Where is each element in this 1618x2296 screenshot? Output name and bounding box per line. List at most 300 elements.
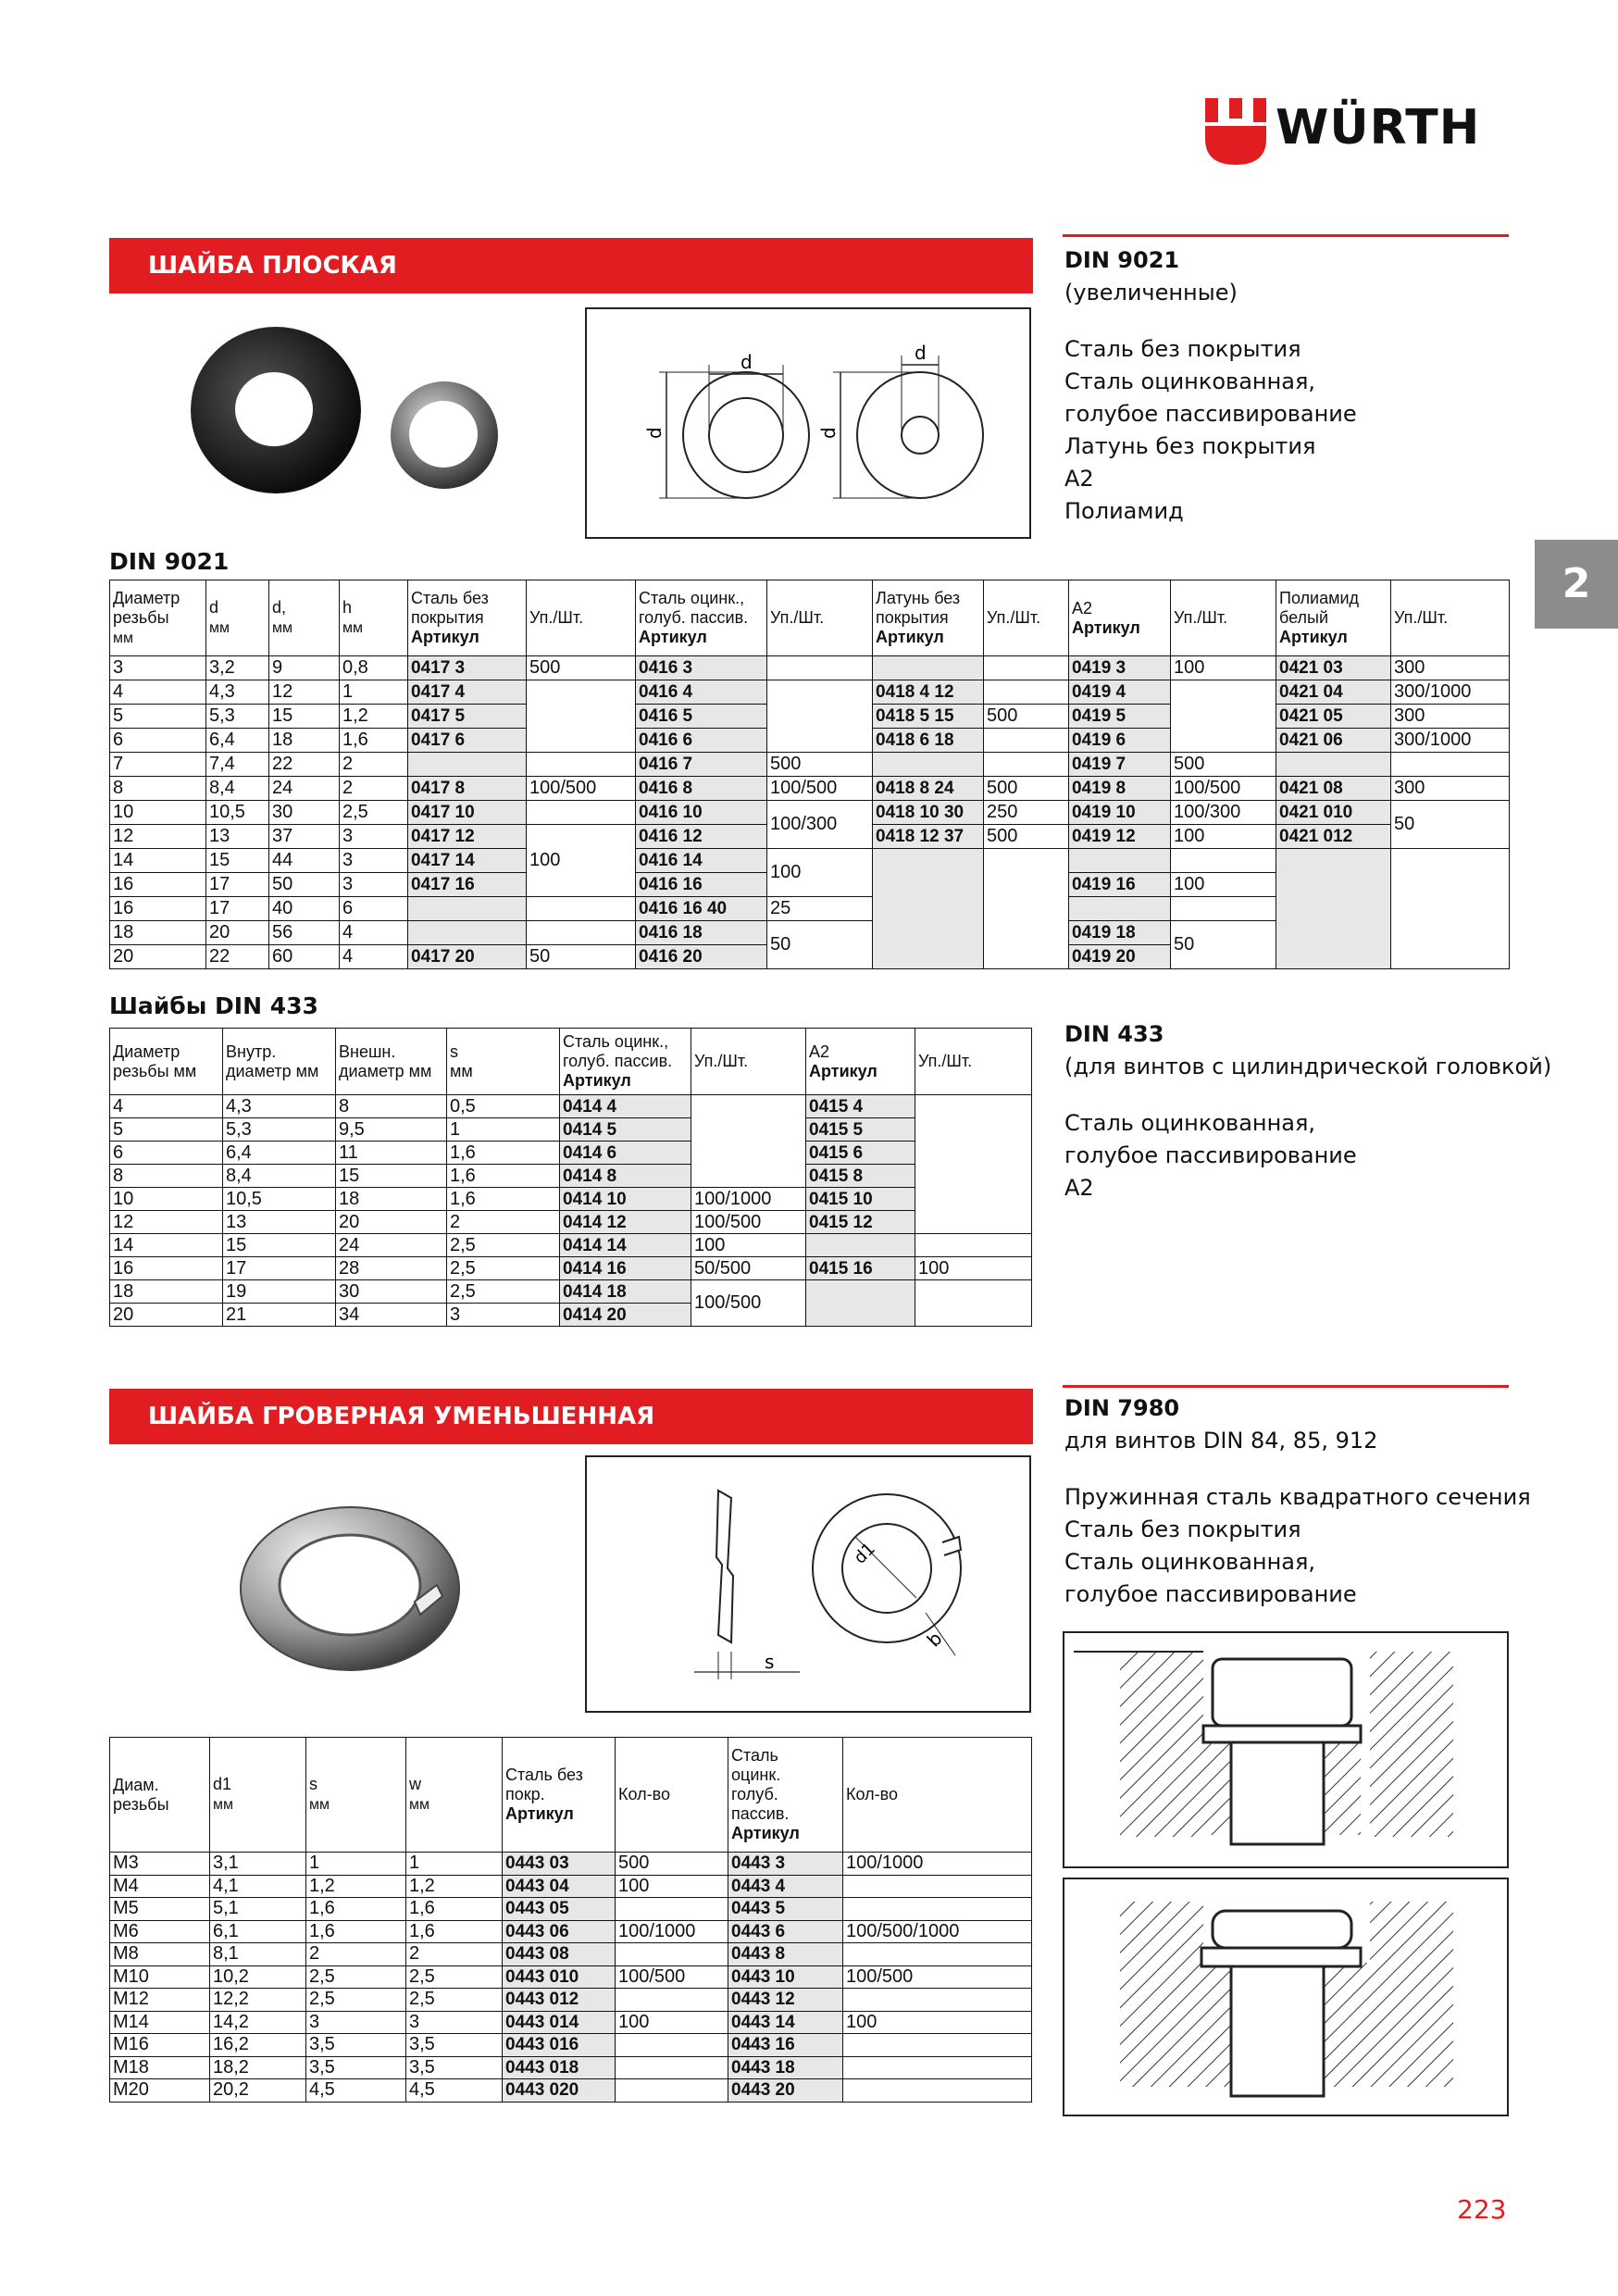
- spring-washer-photo: [233, 1492, 465, 1678]
- table-cell: 25: [767, 897, 873, 921]
- table-cell: 100: [691, 1234, 806, 1257]
- article-cell: 0443 03: [503, 1853, 616, 1876]
- table-cell: [843, 1943, 1032, 1966]
- table-cell: 100: [616, 1875, 728, 1898]
- table-cell: [616, 1989, 728, 2012]
- table-cell: 500: [984, 705, 1069, 729]
- drawing-label-s: s: [765, 1651, 775, 1673]
- col-header-w: w мм: [406, 1738, 503, 1853]
- table-cell: 50: [1171, 921, 1276, 969]
- col-header-polyamide: Полиамид белый Артикул: [1276, 580, 1391, 656]
- table-cell: М4: [110, 1875, 210, 1898]
- table-cell: 4,5: [406, 2079, 503, 2103]
- table-cell: 2: [306, 1943, 406, 1966]
- table-cell: [843, 1875, 1032, 1898]
- material-item: Сталь без покрытия: [1064, 336, 1301, 362]
- table-cell: 3: [406, 2011, 503, 2034]
- article-cell: 0419 6: [1069, 729, 1171, 753]
- col-header-pack: Уп./Шт.: [767, 580, 873, 656]
- table-cell: 14,2: [210, 2011, 306, 2034]
- table-row: [110, 849, 1510, 873]
- din433-table: [109, 1028, 1032, 1327]
- table-cell: 500: [767, 753, 873, 777]
- col-header-qty: Кол-во: [843, 1738, 1032, 1853]
- table-cell: 3: [110, 656, 206, 680]
- flat-washer-drawing: [587, 309, 1029, 537]
- col-header-d: d мм: [206, 580, 269, 656]
- col-header-zinc: Сталь оцинк. голуб. пассив. Артикул: [728, 1738, 843, 1853]
- table-cell: 1,6: [447, 1142, 560, 1165]
- table-cell: 21: [223, 1304, 336, 1327]
- col-header-a2: А2 Артикул: [806, 1029, 915, 1095]
- table-cell: 6: [110, 1142, 223, 1165]
- article-cell: 0416 14: [636, 849, 767, 873]
- table-cell: [915, 1095, 1032, 1234]
- table-cell: 50: [1391, 801, 1510, 849]
- col-header-pack: Уп./Шт.: [915, 1029, 1032, 1095]
- article-cell: 0416 16: [636, 873, 767, 897]
- section1-info: [1064, 244, 1357, 528]
- table-cell: [843, 2056, 1032, 2079]
- table-cell: 22: [269, 753, 340, 777]
- article-cell: 0416 3: [636, 656, 767, 680]
- table-cell: М16: [110, 2034, 210, 2057]
- table-cell: 4: [110, 1095, 223, 1118]
- table-cell: 18: [110, 921, 206, 945]
- article-cell: 0417 6: [408, 729, 527, 753]
- material-item: Сталь без покрытия: [1064, 1516, 1301, 1542]
- table-cell: 300: [1391, 777, 1510, 801]
- material-item: Сталь оцинкованная,: [1064, 1549, 1316, 1575]
- article-cell: 0419 3: [1069, 656, 1171, 680]
- table-cell: 15: [206, 849, 269, 873]
- table-cell: 6: [340, 897, 408, 921]
- table-cell: 100/500/1000: [843, 1920, 1032, 1943]
- table-cell: 20: [336, 1211, 447, 1234]
- table-cell: 14: [110, 849, 206, 873]
- article-cell: 0443 020: [503, 2079, 616, 2103]
- table-cell: 8,1: [210, 1943, 306, 1966]
- table-cell: 300/1000: [1391, 729, 1510, 753]
- table-row: [110, 1943, 1032, 1966]
- table-cell: 3,5: [406, 2056, 503, 2079]
- table-cell: 28: [336, 1257, 447, 1280]
- table-cell: 8: [110, 1165, 223, 1188]
- article-cell: 0417 8: [408, 777, 527, 801]
- table-cell: 3,5: [306, 2056, 406, 2079]
- table-row: [110, 1257, 1032, 1280]
- article-cell: 0443 05: [503, 1898, 616, 1921]
- table-cell: 2,5: [447, 1257, 560, 1280]
- article-cell: 0416 20: [636, 945, 767, 969]
- material-item: А2: [1064, 1175, 1094, 1201]
- drawing-label-b: b: [922, 1627, 947, 1652]
- table-cell: 100/1000: [691, 1188, 806, 1211]
- table-cell: 100: [767, 849, 873, 897]
- table-cell: 4,3: [223, 1095, 336, 1118]
- article-cell: 0417 5: [408, 705, 527, 729]
- table-cell: 5,3: [223, 1118, 336, 1142]
- table-row: [110, 1165, 1032, 1188]
- table-cell: 100/300: [1171, 801, 1276, 825]
- table-row: [110, 1920, 1032, 1943]
- article-cell: 0417 16: [408, 873, 527, 897]
- table-cell: 34: [336, 1304, 447, 1327]
- col-header-d1: d1 мм: [210, 1738, 306, 1853]
- standard-label: DIN 9021: [1064, 247, 1180, 273]
- table-cell: [767, 656, 873, 680]
- table-cell: [1391, 849, 1510, 969]
- chapter-tab: 2: [1535, 540, 1618, 629]
- table-row: [110, 1875, 1032, 1898]
- table-cell: 8: [336, 1095, 447, 1118]
- article-cell: 0443 10: [728, 1965, 843, 1989]
- article-cell: 0417 20: [408, 945, 527, 969]
- table-cell: 100: [1171, 656, 1276, 680]
- table-cell: 4: [110, 680, 206, 705]
- table-row: [110, 1211, 1032, 1234]
- table-cell: [984, 729, 1069, 753]
- article-cell: 0418 5 15: [873, 705, 984, 729]
- table-cell: 300: [1391, 656, 1510, 680]
- table-cell: 1,2: [406, 1875, 503, 1898]
- table-cell: 100/300: [767, 801, 873, 849]
- table-cell: 1,6: [306, 1920, 406, 1943]
- table-cell: 100/500: [691, 1211, 806, 1234]
- article-cell: 0417 12: [408, 825, 527, 849]
- table-cell: 17: [206, 897, 269, 921]
- table-cell: 50: [269, 873, 340, 897]
- article-cell: 0414 8: [560, 1165, 691, 1188]
- table-cell: [767, 680, 873, 753]
- table-cell: 5: [110, 1118, 223, 1142]
- col-header-s: s мм: [306, 1738, 406, 1853]
- table-cell: [527, 680, 636, 753]
- table-cell: [691, 1095, 806, 1188]
- brand-name: WÜRTH: [1276, 100, 1481, 156]
- table-cell: 9,5: [336, 1118, 447, 1142]
- table-cell: 7,4: [206, 753, 269, 777]
- table-cell: 1: [306, 1853, 406, 1876]
- article-cell: 0443 5: [728, 1898, 843, 1921]
- table-cell: 5,1: [210, 1898, 306, 1921]
- table-cell: 1,6: [406, 1920, 503, 1943]
- table-cell: [915, 1234, 1032, 1257]
- table-cell: 1,2: [306, 1875, 406, 1898]
- table-cell: [527, 921, 636, 945]
- table-cell: 18: [110, 1280, 223, 1304]
- article-cell: 0443 12: [728, 1989, 843, 2012]
- wurth-logo-icon: [1205, 98, 1266, 165]
- table-cell: 10,5: [223, 1188, 336, 1211]
- article-cell: 0443 20: [728, 2079, 843, 2103]
- table-cell: 9: [269, 656, 340, 680]
- table-row: [110, 1234, 1032, 1257]
- material-item: голубое пассивирование: [1064, 401, 1357, 427]
- article-cell: 0416 5: [636, 705, 767, 729]
- section-title-spring-washer: ШАЙБА ГРОВЕРНАЯ УМЕНЬШЕННАЯ: [109, 1389, 1033, 1444]
- table-cell: М20: [110, 2079, 210, 2103]
- table-cell: 20,2: [210, 2079, 306, 2103]
- article-cell: [873, 656, 984, 680]
- table-cell: 5,3: [206, 705, 269, 729]
- article-cell: 0421 06: [1276, 729, 1391, 753]
- table-row: [110, 2034, 1032, 2057]
- table-row: [110, 753, 1510, 777]
- article-cell: 0443 016: [503, 2034, 616, 2057]
- standard-subtitle: для винтов DIN 84, 85, 912: [1064, 1428, 1378, 1454]
- table-cell: 500: [527, 656, 636, 680]
- article-cell: 0415 10: [806, 1188, 915, 1211]
- article-cell: 0416 16 40: [636, 897, 767, 921]
- col-header-inner: Внутр. диаметр мм: [223, 1029, 336, 1095]
- article-cell: 0417 14: [408, 849, 527, 873]
- col-header-h: h мм: [340, 580, 408, 656]
- table-row: [110, 2056, 1032, 2079]
- article-cell: 0416 6: [636, 729, 767, 753]
- table-cell: 1,6: [340, 729, 408, 753]
- col-header-pack: Уп./Шт.: [1171, 580, 1276, 656]
- table-cell: 13: [206, 825, 269, 849]
- table-cell: 10,5: [206, 801, 269, 825]
- table-cell: 4,1: [210, 1875, 306, 1898]
- table-cell: 3: [340, 849, 408, 873]
- material-item: голубое пассивирование: [1064, 1142, 1357, 1168]
- table-cell: М12: [110, 1989, 210, 2012]
- article-cell: 0414 5: [560, 1118, 691, 1142]
- section-rule: [1063, 1385, 1509, 1388]
- table-cell: [616, 2079, 728, 2103]
- article-cell: 0419 7: [1069, 753, 1171, 777]
- table-cell: 7: [110, 753, 206, 777]
- table-cell: [843, 1898, 1032, 1921]
- article-cell: [408, 753, 527, 777]
- table-cell: 2,5: [306, 1989, 406, 2012]
- table-cell: 44: [269, 849, 340, 873]
- table-cell: 100/500: [527, 777, 636, 801]
- table-cell: 12,2: [210, 1989, 306, 2012]
- article-cell: 0418 10 30: [873, 801, 984, 825]
- table-cell: 1,6: [447, 1188, 560, 1211]
- article-cell: 0443 010: [503, 1965, 616, 1989]
- installation-drawing-cylinder-head: [1063, 1631, 1509, 1868]
- table-cell: 3: [306, 2011, 406, 2034]
- article-cell: 0421 03: [1276, 656, 1391, 680]
- article-cell: 0443 4: [728, 1875, 843, 1898]
- article-cell: 0414 10: [560, 1188, 691, 1211]
- table-cell: [616, 2034, 728, 2057]
- table-cell: 17: [223, 1257, 336, 1280]
- article-cell: 0414 14: [560, 1234, 691, 1257]
- table-row: [110, 1989, 1032, 2012]
- table-cell: 500: [1171, 753, 1276, 777]
- table-cell: 13: [223, 1211, 336, 1234]
- table-cell: 12: [110, 825, 206, 849]
- table-cell: 10: [110, 1188, 223, 1211]
- article-cell: 0415 5: [806, 1118, 915, 1142]
- article-cell: 0419 12: [1069, 825, 1171, 849]
- page-number: 223: [1457, 2194, 1507, 2225]
- material-item: Сталь оцинкованная,: [1064, 1110, 1316, 1136]
- table-cell: 0,5: [447, 1095, 560, 1118]
- table-cell: 100: [1171, 825, 1276, 849]
- table-cell: 100: [1171, 873, 1276, 897]
- table-cell: 1,6: [306, 1898, 406, 1921]
- table-cell: 1,2: [340, 705, 408, 729]
- table-cell: 1: [447, 1118, 560, 1142]
- article-cell: 0419 16: [1069, 873, 1171, 897]
- article-cell: 0415 12: [806, 1211, 915, 1234]
- table-cell: [1171, 849, 1276, 873]
- article-cell: 0414 20: [560, 1304, 691, 1327]
- table-cell: [984, 656, 1069, 680]
- table-cell: М10: [110, 1965, 210, 1989]
- table-cell: [984, 849, 1069, 969]
- table-cell: М6: [110, 1920, 210, 1943]
- col-header-diameter: Диаметр резьбы мм: [110, 580, 206, 656]
- table-cell: 15: [223, 1234, 336, 1257]
- table-cell: 100: [616, 2011, 728, 2034]
- article-cell: 0443 018: [503, 2056, 616, 2079]
- standard-label: DIN 7980: [1064, 1395, 1180, 1421]
- article-cell: [806, 1234, 915, 1257]
- article-cell: 0414 12: [560, 1211, 691, 1234]
- drawing-label-D2: d: [817, 427, 840, 439]
- installation-drawing-slotted-head: [1063, 1878, 1509, 2116]
- table-cell: 3,1: [210, 1853, 306, 1876]
- slotted-head-screw-icon: [1064, 1879, 1507, 2115]
- col-header-brass: Латунь без покрытия Артикул: [873, 580, 984, 656]
- col-header-s: s мм: [447, 1029, 560, 1095]
- col-header-qty: Кол-во: [616, 1738, 728, 1853]
- table-cell: 100/500: [616, 1965, 728, 1989]
- article-cell: 0418 8 24: [873, 777, 984, 801]
- article-cell: 0443 06: [503, 1920, 616, 1943]
- table-cell: 40: [269, 897, 340, 921]
- table-cell: [843, 2034, 1032, 2057]
- table-row: [110, 656, 1510, 680]
- table-cell: 300/1000: [1391, 680, 1510, 705]
- table-cell: 8,4: [206, 777, 269, 801]
- table-cell: 4: [340, 921, 408, 945]
- article-cell: [1276, 849, 1391, 969]
- table-cell: 250: [984, 801, 1069, 825]
- table-cell: М8: [110, 1943, 210, 1966]
- table-cell: 1,6: [406, 1898, 503, 1921]
- article-cell: 0418 12 37: [873, 825, 984, 849]
- article-cell: 0443 16: [728, 2034, 843, 2057]
- material-item: Пружинная сталь квадратного сечения: [1064, 1484, 1531, 1510]
- article-cell: 0419 8: [1069, 777, 1171, 801]
- table-cell: 2,5: [406, 1965, 503, 1989]
- table-row: [110, 1188, 1032, 1211]
- article-cell: 0418 6 18: [873, 729, 984, 753]
- table-cell: 6: [110, 729, 206, 753]
- col-header-pack: Уп./Шт.: [527, 580, 636, 656]
- table-cell: 50: [767, 921, 873, 969]
- table-row: [110, 777, 1510, 801]
- col-header-a2: А2 Артикул: [1069, 580, 1171, 656]
- article-cell: 0421 012: [1276, 825, 1391, 849]
- col-header-steel: Сталь без покр. Артикул: [503, 1738, 616, 1853]
- table-row: [110, 801, 1510, 825]
- table-cell: 20: [110, 945, 206, 969]
- article-cell: 0416 8: [636, 777, 767, 801]
- col-header-zinc: Сталь оцинк., голуб. пассив. Артикул: [560, 1029, 691, 1095]
- table-cell: 500: [984, 777, 1069, 801]
- table-cell: 20: [110, 1304, 223, 1327]
- col-header-pack: Уп./Шт.: [691, 1029, 806, 1095]
- table-cell: 500: [984, 825, 1069, 849]
- table-cell: 30: [269, 801, 340, 825]
- table-row: [110, 1095, 1032, 1118]
- table-cell: 10: [110, 801, 206, 825]
- drawing-label-d: d: [741, 351, 753, 373]
- drawing-label-d-small: d: [915, 342, 927, 364]
- table-cell: 2,5: [340, 801, 408, 825]
- table-row: [110, 1142, 1032, 1165]
- article-cell: [806, 1280, 915, 1327]
- table-cell: [843, 2079, 1032, 2103]
- article-cell: 0443 8: [728, 1943, 843, 1966]
- table-cell: 50/500: [691, 1257, 806, 1280]
- article-cell: 0415 6: [806, 1142, 915, 1165]
- din7980-table: [109, 1737, 1032, 2103]
- article-cell: 0443 012: [503, 1989, 616, 2012]
- article-cell: 0416 12: [636, 825, 767, 849]
- table-cell: М18: [110, 2056, 210, 2079]
- article-cell: 0443 6: [728, 1920, 843, 1943]
- table-row: [110, 2079, 1032, 2103]
- material-item: Сталь оцинкованная,: [1064, 368, 1316, 394]
- table-cell: 0,8: [340, 656, 408, 680]
- article-cell: 0416 4: [636, 680, 767, 705]
- table-cell: 15: [269, 705, 340, 729]
- table-cell: 100/500: [767, 777, 873, 801]
- table-cell: 18,2: [210, 2056, 306, 2079]
- drawing-label-D: d: [643, 427, 666, 439]
- standard-label: DIN 433: [1064, 1021, 1164, 1047]
- table-cell: [1391, 753, 1510, 777]
- article-cell: 0419 5: [1069, 705, 1171, 729]
- spring-washer-drawing-frame: [585, 1455, 1031, 1713]
- table-cell: 8: [110, 777, 206, 801]
- article-cell: 0421 08: [1276, 777, 1391, 801]
- table-cell: 2: [447, 1211, 560, 1234]
- article-cell: [408, 921, 527, 945]
- table-cell: 30: [336, 1280, 447, 1304]
- article-cell: 0443 18: [728, 2056, 843, 2079]
- article-cell: 0417 3: [408, 656, 527, 680]
- table-cell: 100/1000: [616, 1920, 728, 1943]
- table-cell: 2,5: [306, 1965, 406, 1989]
- article-cell: 0414 16: [560, 1257, 691, 1280]
- table-cell: 3: [340, 873, 408, 897]
- article-cell: 0419 18: [1069, 921, 1171, 945]
- table-cell: 56: [269, 921, 340, 945]
- article-cell: 0443 08: [503, 1943, 616, 1966]
- article-cell: 0443 14: [728, 2011, 843, 2034]
- drawing-label-d1: d1: [850, 1539, 879, 1568]
- table-cell: 50: [527, 945, 636, 969]
- table-cell: 3,5: [306, 2034, 406, 2057]
- table-cell: 4: [340, 945, 408, 969]
- table-cell: 16: [110, 897, 206, 921]
- table-cell: 100: [527, 825, 636, 897]
- table-cell: 6,4: [206, 729, 269, 753]
- table-cell: [843, 1989, 1032, 2012]
- table-cell: 3,5: [406, 2034, 503, 2057]
